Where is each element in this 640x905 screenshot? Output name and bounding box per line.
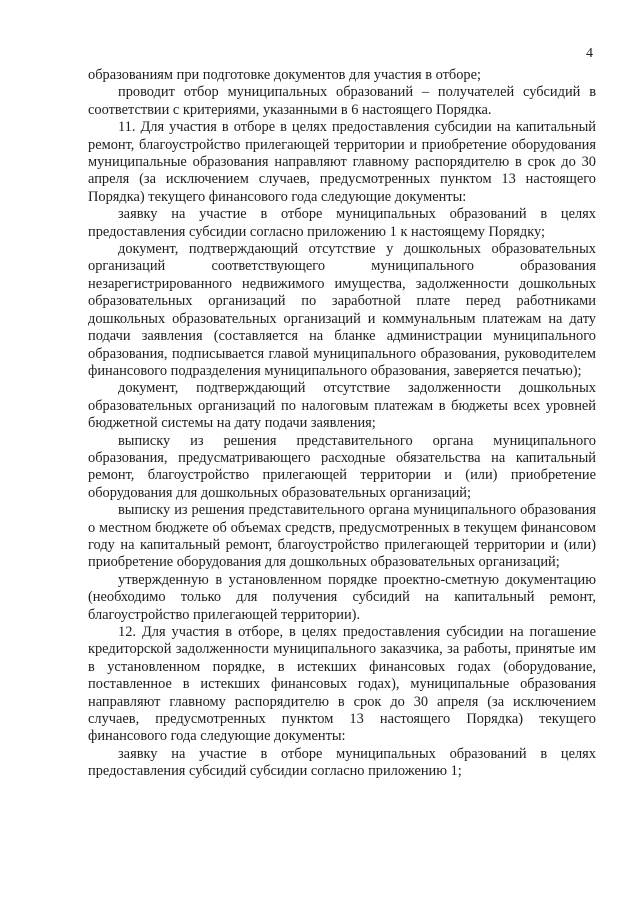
paragraph-design-estimate: утвержденную в установленном порядке проектно-сметную документацию (необходимо только для получения субсидий на капитальный ремонт, благоустройство прилегающей территории). <box>88 571 596 623</box>
paragraph-debt-absence-document: документ, подтверждающий отсутствие у дошкольных образовательных организаций соответствующего муниципального образования незарегистрированного недвижимого имущества, задолженности дошкольных образовательных организаций по заработной плате перед работниками дошкольных образовательных организаций и коммунальным платежам на дату подачи заявления (составляется на бланке администрации муниципального образования, подписывается главой муниципального образования, руководителем финансового подразделения муниципального образования, заверяется печатью); <box>88 241 596 379</box>
paragraph-decision-extract-obligations: выписку из решения представительного органа муниципального образования, предусматривающего расходные обязательства на капитальный ремонт, благоустройство прилегающей территории и (или) приобретение оборудования для дошкольных образовательных организаций; <box>88 432 596 501</box>
paragraph-continuation: образованиям при подготовке документов для участия в отборе; <box>88 67 481 83</box>
document-body <box>88 67 596 781</box>
paragraph-selection-procedure: проводит отбор муниципальных образований – получателей субсидий в соответствии с критериями, указанными в 6 настоящего Порядка. <box>88 84 596 118</box>
paragraph-decision-extract-budget: выписку из решения представительного органа муниципального образования о местном бюджете об объемах средств, предусмотренных в текущем финансовом году на капитальный ремонт, благоустройство прилегающей территории и (или) приобретение оборудования для дошкольных образовательных организаций; <box>88 502 596 571</box>
paragraph-application-2: заявку на участие в отборе муниципальных образований в целях предоставления субсидий субсидии согласно приложению 1; <box>88 745 596 780</box>
paragraph-application: заявку на участие в отборе муниципальных образований в целях предоставления субсидии согласно приложению 1 к настоящему Порядку; <box>88 206 596 240</box>
page-number: 4 <box>586 46 593 61</box>
paragraph-clause-12: 12. Для участия в отборе, в целях предоставления субсидии на погашение кредиторской задолженности муниципального заказчика, за работы, принятые им в установленном порядке, в истекших финансовых годах (оборудование, поставленное в истекших финансовых годах), муниципальные образования направляют главному распорядителю в срок до 30 апреля (за исключением случаев, предусмотренных пунктом 13 настоящего Порядка) текущего финансового года следующие документы: <box>88 624 596 745</box>
paragraph-tax-debt-document: документ, подтверждающий отсутствие задолженности дошкольных образовательных организаций по налоговым платежам в бюджеты всех уровней бюджетной системы на дату подачи заявления; <box>88 380 596 432</box>
paragraph-clause-11: 11. Для участия в отборе в целях предоставления субсидии на капитальный ремонт, благоустройство прилегающей территории и приобретение оборудования муниципальные образования направляют главному распорядителю в срок до 30 апреля (за исключением случаев, предусмотренных пунктом 13 настоящего Порядка) текущего финансового года следующие документы: <box>88 119 596 205</box>
